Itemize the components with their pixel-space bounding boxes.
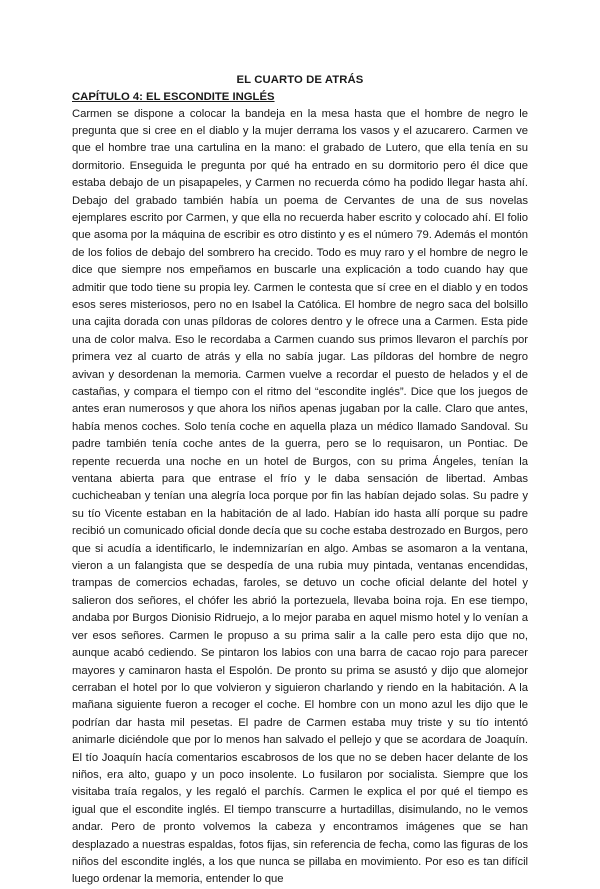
document-title: EL CUARTO DE ATRÁS: [236, 74, 364, 86]
document-page: [72, 0, 528, 889]
body-paragraph: Carmen se dispone a colocar la bandeja en la mesa hasta que el hombre de negro le pregunta que si cree en el diablo y la mujer derrama los vasos y el azucarero. Carmen ve que el hombre trae una cartulina en la mano: el grabado de Lutero, que ella tenía en su dormitorio. Enseguida le pregunta por qué ha entrado en su dormitorio pero él dice que estaba debajo de un pisapapeles, y Carmen no recuerda cómo ha podido llegar hasta ahí. Debajo del grabado también había un poema de Cervantes de una de sus novelas ejemplares escrito por Carmen, y que ella no recuerda haber escrito y colocado ahí. El folio que asoma por la máquina de escribir es otro distinto y es el número 79. Además el montón de los folios de debajo del sombrero ha crecido. Todo es muy raro y el hombre de negro le dice que siempre nos empeñamos en buscarle una explicación a todo cuando hay que admitir que todo tiene su propia ley. Carmen le contesta que sí cree en el diablo y en todos esos seres misteriosos, pero no en Isabel la Católica. El hombre de negro saca del bolsillo una cajita dorada con unas píldoras de colores dentro y le ofrece una a Carmen. Esta pide una de color malva. Eso le recordaba a Carmen cuando sus primos llevaron el parchís por primera vez al cuarto de atrás y ella no sabía jugar. Las píldoras del hombre de negro avivan y desordenan la memoria. Carmen vuelve a recordar el puesto de helados y el de castañas, y compara el tiempo con el ritmo del “escondite inglés”. Dice que los juegos de antes eran numerosos y que ahora los niños apenas jugaban por la calle. Claro que antes, había menos coches. Solo tenía coche en aquella plaza un médico llamado Sandoval. Su padre también tenía coche antes de la guerra, pero se lo requisaron, un Pontiac. De repente recuerda una noche en un hotel de Burgos, con su prima Ángeles, tenían la ventana abierta para que entrase el frío y le daba sensación de libertad. Ambas cuchicheaban y tenían una alegría loca porque por fin las habían dejado solas. Su padre y su tío Vicente estaban en la habitación de al lado. Habían ido hasta allí porque su padre recibió un comunicado oficial donde decía que su coche estaba destrozado en Burgos, pero que si acudía a identificarlo, le indemnizarían en algo. Ambas se asomaron a la ventana, vieron a un falangista que se despedía de una rubia muy pintada, ventanas encendidas, trampas de comercios echadas, faroles, se detuvo un coche oficial delante del hotel y salieron dos señores, el chófer les abrió la portezuela, llevaba boina roja. En ese tiempo, andaba por Burgos Dionisio Ridruejo, a lo mejor paraba en aquel mismo hotel y lo venían a ver esos señores. Carmen le propuso a su prima salir a la calle pero esta dijo que no, aunque acabó cediendo. Se pintaron los labios con una barra de cacao rojo para parecer mayores y caminaron hasta el Espolón. De pronto su prima se asustó y dijo que alomejor cerraban el hotel por lo que volvieron y siguieron charlando y riendo en la habitación. A la mañana siguiente fueron a recoger el coche. El hombre con un mono azul les dijo que le podrían dar hasta mil pesetas. El padre de Carmen estaba muy triste y su tío intentó animarle diciéndole que por lo menos han salvado el pellejo y que se acordara de Joaquín. El tío Joaquín hacía comentarios escabrosos de los que no se deben hacer delante de los niños, era alto, guapo y un poco insolente. Lo fusilaron por socialista. Siempre que los visitaba traía regalos, y les regaló el parchís. Carmen le explica el por qué el tiempo es igual que el escondite inglés. El tiempo transcurre a hurtadillas, disimulando, no le vemos andar. Pero de pronto volvemos la cabeza y encontramos imágenes que se han desplazado a nuestras espaldas, fotos fijas, sin referencia de fecha, como las figuras de los niños del escondite inglés, a los que nunca se pillaba en movimiento. Por eso es tan difícil luego ordenar la memoria, entender lo que: [72, 107, 528, 886]
chapter-heading: CAPÍTULO 4: EL ESCONDITE INGLÉS: [72, 91, 275, 103]
